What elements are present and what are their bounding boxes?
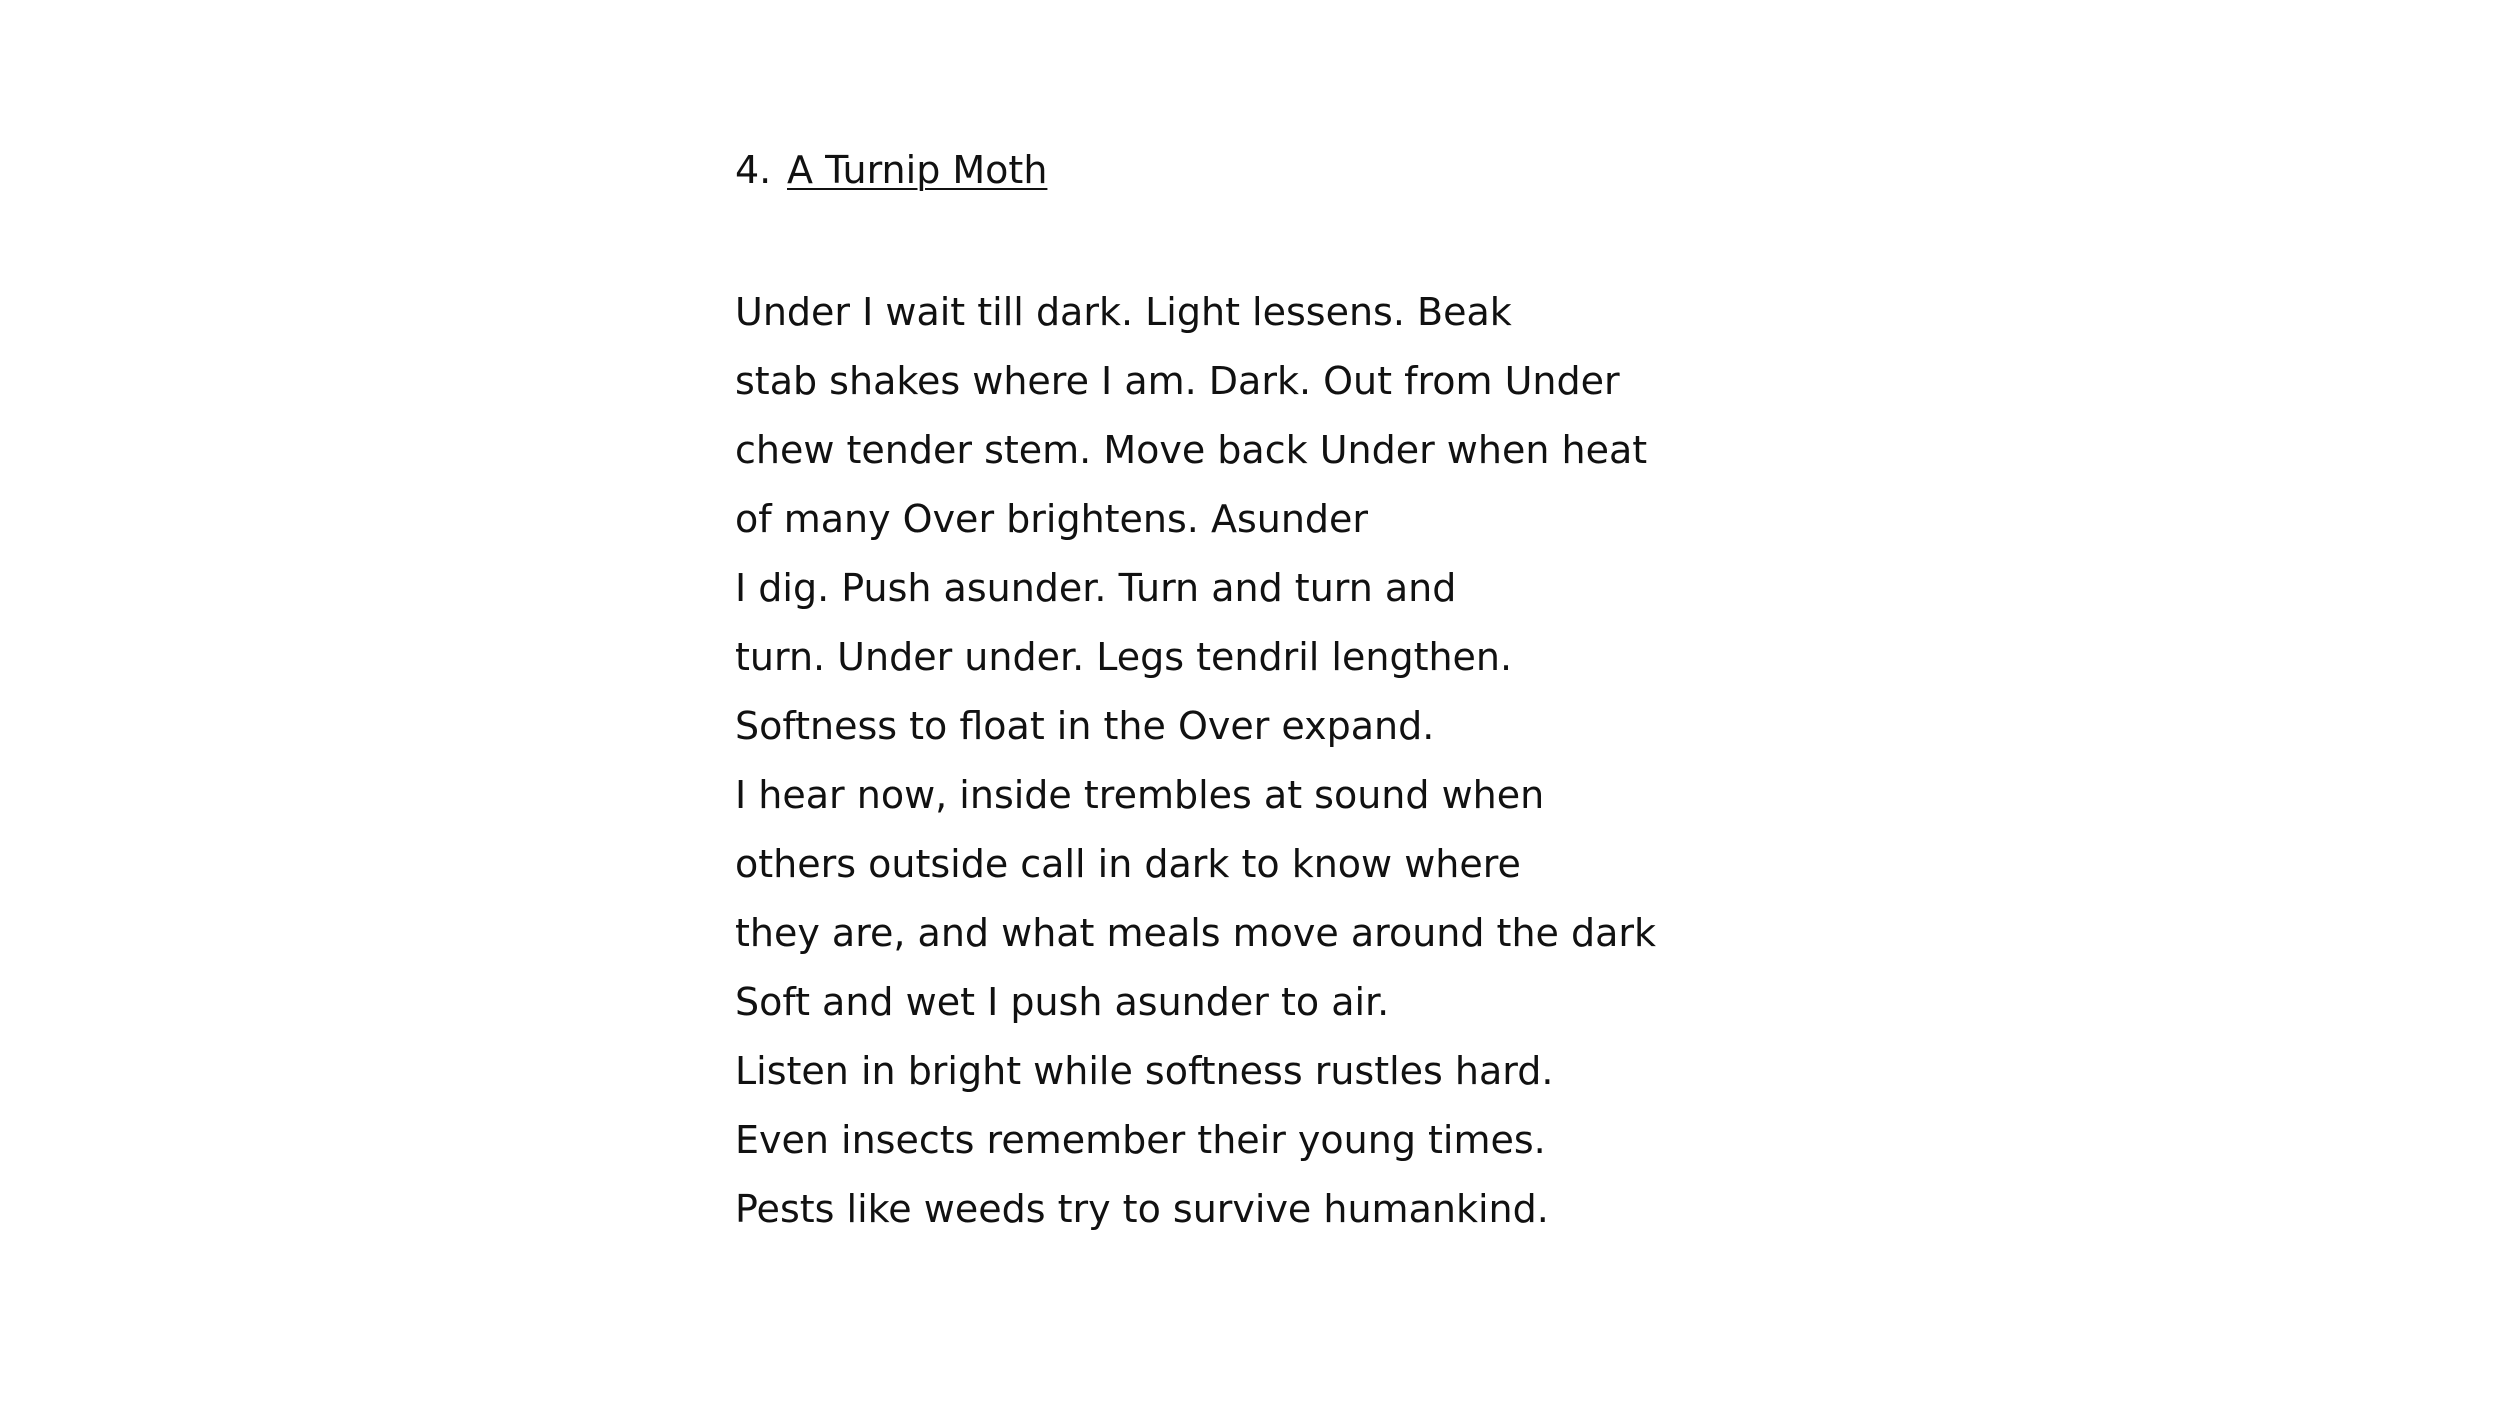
poem-line: turn. Under under. Legs tendril lengthen. [735, 635, 1513, 679]
poem-line: Pests like weeds try to survive humankind. [735, 1187, 1549, 1231]
poem-line: stab shakes where I am. Dark. Out from Under [735, 359, 1620, 403]
poem-line: of many Over brightens. Asunder [735, 497, 1369, 541]
poem-line: they are, and what meals move around the dark [735, 911, 1657, 955]
poem-line: I dig. Push asunder. Turn and turn and [735, 566, 1457, 610]
poem-number: 4. [735, 148, 772, 192]
poem-line: Even insects remember their young times. [735, 1118, 1546, 1162]
poem-line: others outside call in dark to know where [735, 842, 1521, 886]
poem-stanza [735, 278, 1835, 1244]
poem [735, 140, 1835, 1244]
poem-line: Under I wait till dark. Light lessens. Beak [735, 290, 1512, 334]
poem-line: Soft and wet I push asunder to air. [735, 980, 1390, 1024]
poem-line: I hear now, inside trembles at sound when [735, 773, 1545, 817]
poem-line: Softness to float in the Over expand. [735, 704, 1435, 748]
poem-title: A Turnip Moth [787, 148, 1048, 192]
poem-line: Listen in bright while softness rustles hard. [735, 1049, 1554, 1093]
poem-line: chew tender stem. Move back Under when heat [735, 428, 1648, 472]
poem-heading [735, 140, 1835, 200]
